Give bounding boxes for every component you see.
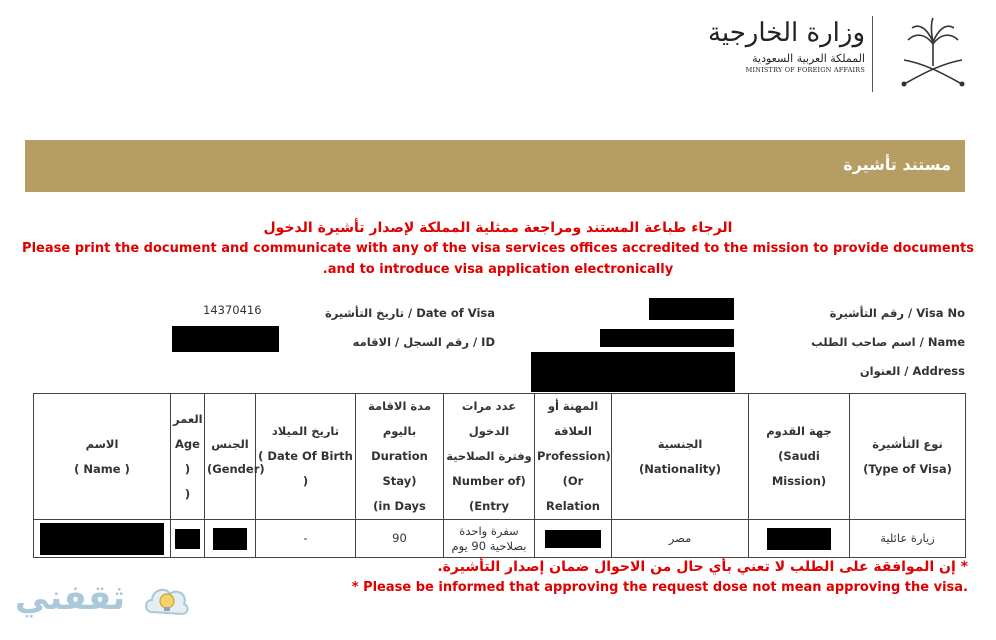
ministry-name-ar: وزارة الخارجية	[707, 18, 865, 48]
notice-en-line1: Please print the document and communicate with any of the visa services offices accredited to the mission to provide documents	[22, 241, 974, 256]
table-header-row	[34, 394, 966, 520]
header-gender: الجنس (Gender)	[205, 394, 256, 520]
header-type-of-visa: نوع التأشيرة (Type of Visa)	[850, 394, 966, 520]
cell-type-of-visa: زيارة عائلية	[850, 520, 966, 558]
kingdom-name-ar: المملكة العربية السعودية	[752, 52, 865, 65]
table-row	[34, 520, 966, 558]
cell-age	[171, 520, 205, 558]
cell-gender	[205, 520, 256, 558]
id-label: رقم السجل / الاقامه / ID	[352, 335, 495, 349]
header-nationality: الجنسية (Nationality)	[612, 394, 749, 520]
logo-divider	[872, 16, 873, 92]
cell-entries: سفرة واحدة بصلاحية 90 يوم	[444, 520, 535, 558]
header-duration: مدة الاقامة باليوم Duration Stay) (in Days	[356, 394, 444, 520]
header-age: العمر Age ) )	[171, 394, 205, 520]
cell-name	[34, 520, 171, 558]
cell-profession	[535, 520, 612, 558]
date-of-visa-label: تاريخ التأشيرة / Date of Visa	[324, 306, 495, 320]
name-label: اسم صاحب الطلب / Name	[811, 335, 965, 349]
lightbulb-cloud-icon	[140, 572, 192, 624]
watermark-logo-text: ثقفني	[15, 578, 125, 618]
notice-en-line2: .and to introduce visa application electronically	[322, 262, 674, 277]
visa-no-label: رقم التأشيرة / Visa No	[829, 306, 965, 320]
saudi-emblem-icon	[894, 14, 972, 94]
cell-dob: -	[256, 520, 356, 558]
header-name: الاسم ( Name )	[34, 394, 171, 520]
date-of-visa-value: 14370416	[203, 303, 262, 317]
notice-ar: الرجاء طباعة المستند ومراجعة ممثلية المملكة لإصدار تأشيرة الدخول	[263, 220, 733, 236]
header-saudi-mission: جهة القدوم (Saudi Mission)	[749, 394, 850, 520]
cell-nationality: مصر	[612, 520, 749, 558]
footer-note-ar: * إن الموافقة على الطلب لا تعني بأي حال من الاحوال ضمان إصدار التأشيرة.	[437, 559, 968, 575]
ministry-name-en: MINISTRY OF FOREIGN AFFAIRS	[745, 66, 865, 74]
document-title-band	[25, 140, 965, 192]
cell-saudi-mission	[749, 520, 850, 558]
header-entries: عدد مرات الدخول وفترة الصلاحية Number of) (Entry	[444, 394, 535, 520]
footer-note-en: * Please be informed that approving the request dose not mean approving the visa.	[351, 580, 968, 595]
header-profession: المهنة أو العلاقة Profession) (Or Relation	[535, 394, 612, 520]
document-title: مستند تأشيرة	[843, 155, 951, 174]
visa-details-table	[33, 393, 966, 558]
cell-duration: 90	[356, 520, 444, 558]
visa-no-redacted	[649, 298, 734, 320]
address-label: العنوان / Address	[859, 364, 965, 378]
header-dob: تاريخ الميلاد ( Date Of Birth )	[256, 394, 356, 520]
id-redacted	[172, 326, 279, 352]
name-redacted	[600, 329, 734, 347]
address-redacted	[531, 352, 735, 392]
